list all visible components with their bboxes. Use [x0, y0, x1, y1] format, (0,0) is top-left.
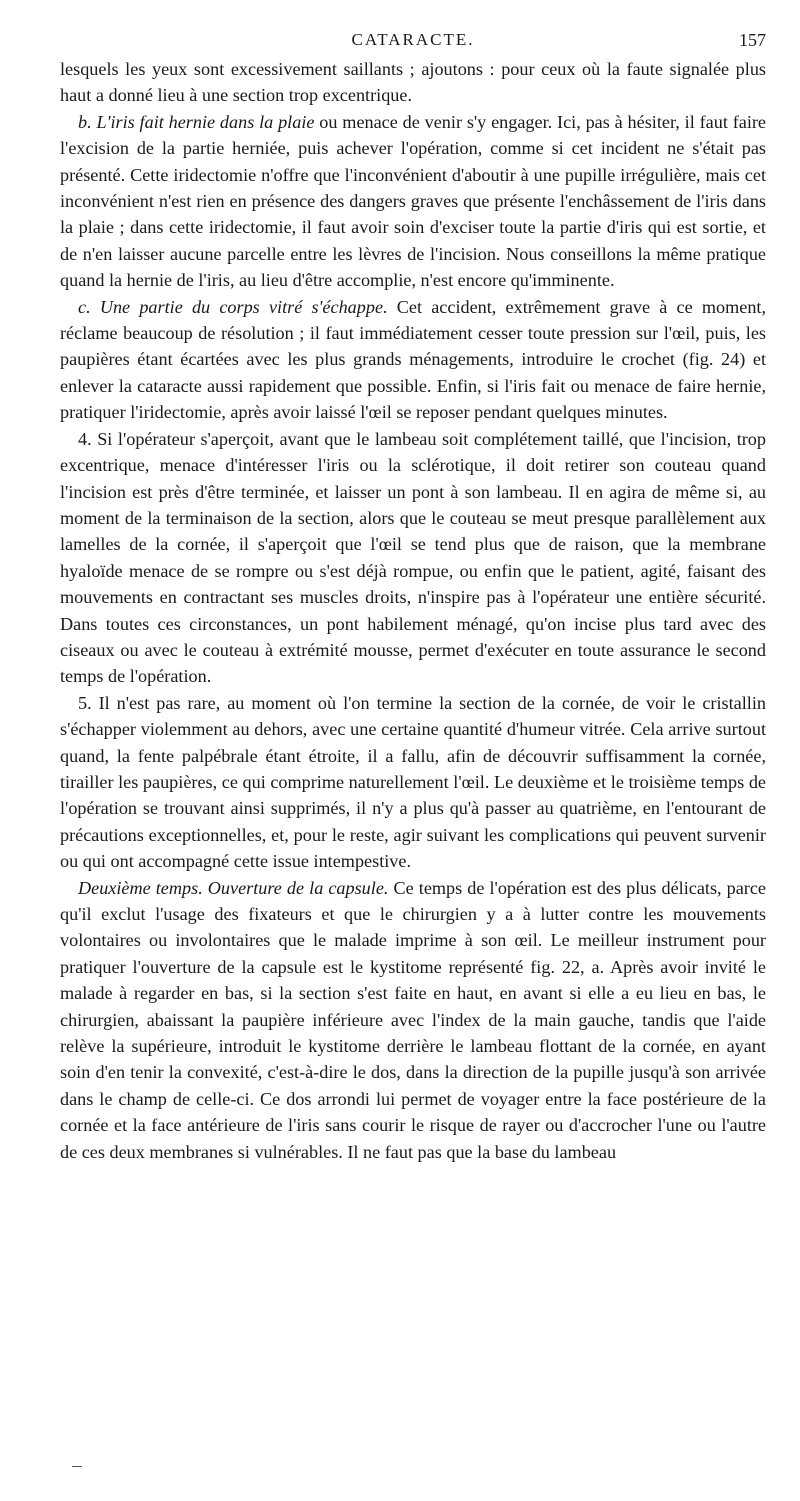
paragraph-heading: Une partie du corps vitré s'échappe. — [99, 296, 388, 317]
paragraph-text: ou menace de venir s'y engager. Ici, pas à hésiter, il faut faire l'excision de la partie herniée, puis achever l'opération, comme si cet incident ne s'était pas présenté. Cette iridectomie n'offre que l'inconvénient d'aboutir à une pupille irrégulière, mais cet inconvénient n'est rien en présence des dangers graves que présente l'enchâssement de l'iris dans la plaie ; dans cette iridectomie, il faut avoir soin d'exciser toute la partie d'iris qui est sortie, et de n'en laisser aucune parcelle entre les lèvres de l'incision. Nous conseillons la même pratique quand la hernie de l'iris, au lieu d'être accomplie, n'est encore qu'imminente. — [60, 111, 767, 291]
paragraph-c-vitreous — [60, 294, 766, 426]
paragraph-text: Ce temps de l'opération est des plus délicats, parce qu'il exclut l'usage des fixateurs et que le chirurgien y a à lutter contre les mouvements volontaires ou involontaires que le malade imprime à son œil. Le meilleur instrument pour pratiquer l'ouverture de la capsule est le kystitome représenté fig. 22, a. Après avoir invité le malade à regarder en bas, si la section s'est faite en haut, en avant si elle a eu lieu en bas, le chirurgien, abaissant la paupière inférieure avec l'index de la main gauche, tandis que l'aide relève la supérieure, introduit le kystitome derrière le lambeau flottant de la cornée, en ayant soin d'en tenir la convexité, c'est-à-dire le dos, dans la direction de la pupille jusqu'à son arrivée dans le champ de celle-ci. Ce dos arrondi lui permet de voyager entre la face postérieure de la cornée et la face antérieure de l'iris sans courir le risque de rayer ou d'accrocher l'une ou l'autre de ces deux membranes si vulnérables. Il ne faut pas que la base du lambeau — [60, 877, 766, 1162]
paragraph-second-time — [60, 875, 766, 1165]
body-text — [60, 56, 766, 1165]
running-title: CATARACTE. — [351, 30, 475, 49]
paragraph-text: lesquels les yeux sont excessivement saillants ; ajoutons : pour ceux où la faute signalée plus haut a donné lieu à une section trop excentrique. — [60, 59, 766, 106]
paragraph-4-bridge — [60, 426, 766, 690]
page-number: 157 — [739, 30, 766, 50]
book-page — [60, 30, 766, 1165]
page-footer-mark — [72, 1466, 82, 1467]
paragraph-5-crystallin — [60, 690, 766, 875]
item-label: 4. — [78, 428, 92, 449]
paragraph-text: Cet accident, extrêmement grave à ce moment, réclame beaucoup de résolution ; il faut immédiatement cesser toute pression sur l'œil, puis, les paupières étant écartées avec les plus grands ménagements, introduire le crochet (fig. 24) et enlever la cataracte aussi rapidement que possible. Enfin, si l'iris fait ou menace de faire hernie, pratiquer l'iridectomie, après avoir laissé l'œil se reposer pendant quelques minutes. — [60, 296, 767, 423]
paragraph-text: Il n'est pas rare, au moment où l'on termine la section de la cornée, de voir le cristallin s'échapper violemment au dehors, avec une certaine quantité d'humeur vitrée. Cela arrive surtout quand, la fente palpébrale étant étroite, il a fallu, afin de découvrir suffisamment la cornée, tirailler les paupières, ce qui comprime naturellement l'œil. Le deuxième et le troisième temps de l'opération se trouvant ainsi supprimés, il n'y a plus qu'à passer au quatrième, en l'entourant de précautions exceptionnelles, et, pour le reste, agir suivant les complications qui peuvent survenir ou qui ont accompagné cette issue intempestive. — [60, 692, 766, 872]
item-label: 5. — [78, 692, 92, 713]
paragraph-heading: L'iris fait hernie dans la plaie — [96, 111, 315, 132]
paragraph-continuation — [60, 56, 766, 109]
running-head — [60, 30, 766, 56]
item-label: c. — [78, 296, 91, 317]
paragraph-text: Si l'opérateur s'aperçoit, avant que le lambeau soit complétement taillé, que l'incision, trop excentrique, menace d'intéresser l'iris ou la sclérotique, il doit retirer son couteau quand l'incision est près d'être terminée, et laisser un pont à son lambeau. Il en agira de même si, au moment de la terminaison de la section, alors que le couteau se meut presque parallèlement aux lamelles de la cornée, il s'aperçoit que l'œil se tend plus que de raison, que la membrane hyaloïde menace de se rompre ou s'est déjà rompue, ou enfin que le patient, agité, faisant des mouvements en contractant ses muscles droits, n'inspire pas à l'opérateur une entière sécurité. Dans toutes ces circonstances, un pont habilement ménagé, qu'on incise plus tard avec des ciseaux ou avec le couteau à extrémité mousse, permet d'exécuter en toute assurance le second temps de l'opération. — [60, 428, 766, 687]
item-label: b. — [78, 111, 92, 132]
paragraph-heading: Deuxième temps. Ouverture de la capsule. — [78, 877, 389, 898]
paragraph-b-iris-hernia — [60, 109, 766, 294]
